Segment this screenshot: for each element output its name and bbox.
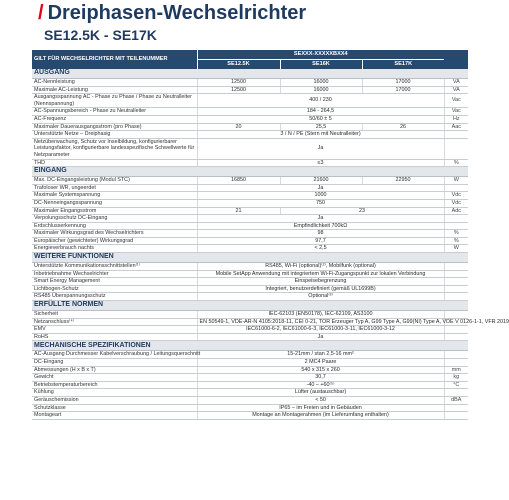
section-header	[32, 301, 468, 311]
model-se16k: SE16K	[280, 60, 362, 70]
spec-table	[32, 50, 509, 420]
row-label: Maximale AC-Leistung	[32, 86, 197, 94]
table-row	[32, 270, 468, 278]
row-value: 184 - 264,5	[197, 108, 444, 116]
row-value: Optional⁽³⁾	[197, 293, 444, 301]
row-unit: Vdc	[444, 192, 468, 200]
row-value: EN 50549-1, VDE-AR-N 4105:2018-11, CEI 0-21, TOR Erzeuger Typ A, G99 Type A, G99(NI) Type A, VDE V 0126-1-1, VFR 2019	[197, 318, 444, 326]
table-row	[32, 86, 468, 94]
table-row	[32, 131, 468, 139]
row-value: 16000	[280, 79, 362, 87]
page-title	[38, 2, 306, 25]
section-title: AUSGANG	[32, 69, 468, 79]
table-row	[32, 351, 468, 359]
table-row	[32, 263, 468, 271]
row-value: 20	[197, 123, 280, 131]
row-unit	[444, 326, 468, 334]
row-unit	[444, 359, 468, 367]
row-unit	[444, 333, 468, 341]
table-row	[32, 359, 468, 367]
table-row	[32, 326, 468, 334]
row-value: Empfindlichkeit 700kΩ	[197, 222, 444, 230]
model-se17k: SE17K	[362, 60, 444, 70]
row-value: 750	[197, 199, 444, 207]
row-label: Sicherheit	[32, 311, 197, 319]
table-row	[32, 159, 468, 167]
row-unit	[444, 278, 468, 286]
table-row	[32, 108, 468, 116]
row-value: Integriert, benutzerdefiniert (gemäß UL1699B)	[197, 285, 444, 293]
title-slash: /	[38, 2, 44, 24]
row-unit	[444, 263, 468, 271]
row-value: 21600	[280, 177, 362, 185]
row-value: Mobile SetApp Anwendung mit integriertem Wi-Fi-Zugangspunkt zur lokalen Verbindung	[197, 270, 444, 278]
row-unit	[444, 404, 468, 412]
page-subtitle: SE12.5K - SE17K	[44, 27, 157, 43]
row-unit	[444, 293, 468, 301]
row-value: 1000	[197, 192, 444, 200]
table-row	[32, 318, 468, 326]
row-unit	[444, 412, 468, 420]
row-value: Einspeisebegrenzung	[197, 278, 444, 286]
row-value: IP65 – im Freien und in Gebäuden	[197, 404, 444, 412]
table-row	[32, 222, 468, 230]
row-value: 30,7	[197, 374, 444, 382]
row-label: Unterstützte Kommunikationsschnittstellen⁽¹⁾	[32, 263, 197, 271]
table-row	[32, 381, 468, 389]
row-label: Energieverbrauch nachts	[32, 245, 197, 253]
row-label: Trafoloser WR, ungeerdet	[32, 184, 197, 192]
row-unit: %	[444, 237, 468, 245]
row-unit	[444, 285, 468, 293]
table-row	[32, 177, 468, 185]
row-value: -40 – +60⁽⁵⁾	[197, 381, 444, 389]
table-row	[32, 94, 468, 108]
row-unit	[444, 351, 468, 359]
row-value: 3 / N / PE (Stern mit Neutralleiter)	[197, 131, 444, 139]
row-value: 17000	[362, 79, 444, 87]
section-header	[32, 167, 468, 177]
row-value: IEC-62103 (EN50178), IEC-62109, AS3100	[197, 311, 444, 319]
row-label: Maximaler Dauerausgangsstrom (pro Phase)	[32, 123, 197, 131]
row-label: Europäischer (gewichteter) Wirkungsgrad	[32, 237, 197, 245]
row-label: Unterstützte Netze – Dreiphasig	[32, 131, 197, 139]
row-label: Betriebstemperaturbereich	[32, 381, 197, 389]
table-row	[32, 245, 468, 253]
row-label: Max. DC-Eingangsleistung (Modul STC)	[32, 177, 197, 185]
row-value: 2 MC4 Paare	[197, 359, 444, 367]
row-value: < 50	[197, 396, 444, 404]
row-value: 21	[197, 207, 280, 215]
table-row	[32, 293, 468, 301]
row-label: Lichtbogen-Schutz	[32, 285, 197, 293]
row-unit	[444, 222, 468, 230]
row-value: 12500	[197, 86, 280, 94]
row-value: Ja	[197, 215, 444, 223]
row-value: 50/60 ± 5	[197, 115, 444, 123]
row-label: AC-Spannungsbereich - Phase zu Neutralleiter	[32, 108, 197, 116]
row-unit: W	[444, 245, 468, 253]
section-title: ERFÜLLTE NORMEN	[32, 301, 468, 311]
table-head-unit-cell	[444, 50, 468, 69]
row-unit: VA	[444, 86, 468, 94]
row-value: 15-21mm / stan 2,5-16 mm²	[197, 351, 444, 359]
section-header	[32, 253, 468, 263]
row-label: Montageart	[32, 412, 197, 420]
table-row	[32, 79, 468, 87]
row-value: < 2,5	[197, 245, 444, 253]
table-row	[32, 207, 468, 215]
row-label: Gewicht	[32, 374, 197, 382]
row-value: 23	[280, 207, 444, 215]
row-label: AC-Ausgang Durchmesser Kabelverschraubung / Leitungsquerschnitt	[34, 351, 201, 358]
row-value: 540 x 315 x 260	[197, 366, 444, 374]
row-unit: °C	[444, 381, 468, 389]
section-title: WEITERE FUNKTIONEN	[32, 253, 468, 263]
row-unit	[444, 138, 468, 159]
table-row	[32, 123, 468, 131]
row-value: 12500	[197, 79, 280, 87]
table-row	[32, 278, 468, 286]
row-value: RS485, Wi-Fi (optional)⁽²⁾, Mobilfunk (optional)	[197, 263, 444, 271]
row-unit: VA	[444, 79, 468, 87]
row-label: Abmessungen (H x B x T)	[32, 366, 197, 374]
table-row	[32, 311, 468, 319]
table-row	[32, 192, 468, 200]
row-value: 400 / 230	[197, 94, 444, 108]
row-unit: Adc	[444, 207, 468, 215]
row-label: Verpolungsschutz DC-Eingang	[32, 215, 197, 223]
row-unit	[444, 270, 468, 278]
section-header	[32, 69, 468, 79]
row-label: Maximaler Wirkungsgrad des Wechselrichters	[32, 230, 197, 238]
row-value: 25,5	[280, 123, 362, 131]
row-label: Erdschlusserkennung	[32, 222, 197, 230]
row-label: AC-Frequenz	[32, 115, 197, 123]
table-row	[32, 215, 468, 223]
part-number: SEXXX-XXXXXBXX4	[197, 50, 444, 60]
row-label: Maximaler Eingangsstrom	[32, 207, 197, 215]
row-value: Montage an Montagerahmen (im Lieferumfang enthalten)	[197, 412, 444, 420]
table-row	[32, 138, 468, 159]
model-se12-5k: SE12.5K	[197, 60, 280, 70]
row-unit	[444, 311, 468, 319]
table-row	[32, 230, 468, 238]
table-row	[32, 237, 468, 245]
row-unit	[444, 215, 468, 223]
row-value: Ja	[197, 184, 444, 192]
row-unit: Vdc	[444, 199, 468, 207]
table-row	[32, 184, 468, 192]
row-label: Geräuschemission	[32, 396, 197, 404]
row-unit: Aac	[444, 123, 468, 131]
row-label: DC-Eingang	[32, 359, 197, 367]
row-value: 17000	[362, 86, 444, 94]
row-label: Netzüberwachung, Schutz vor Inselbildung, konfigurierbarer Leistungsfaktor, konfigurierbare landesspezifische Schwellwerte für Netzparameter	[32, 138, 197, 159]
header	[0, 0, 500, 52]
title-text: Dreiphasen-Wechselrichter	[47, 2, 307, 24]
row-label: Netzanschluss⁽⁴⁾	[32, 318, 197, 326]
table-row	[32, 412, 468, 420]
row-label: AC-Nennleistung	[32, 79, 197, 87]
table-row	[32, 333, 468, 341]
row-unit: %	[444, 159, 468, 167]
row-label: EMV	[32, 326, 197, 334]
row-unit	[444, 389, 468, 397]
row-value: 16850	[197, 177, 280, 185]
row-unit: W	[444, 177, 468, 185]
row-value: IEC61000-6-2, IEC61000-6-3, IEC61000-3-11, IEC61000-3-12	[197, 326, 444, 334]
table-row	[32, 115, 468, 123]
row-label: THD	[32, 159, 197, 167]
row-unit	[444, 184, 468, 192]
row-value: 16000	[280, 86, 362, 94]
row-unit	[444, 131, 468, 139]
row-unit: mm	[444, 366, 468, 374]
table-row	[32, 389, 468, 397]
table-head-row	[32, 50, 468, 60]
row-unit: Vac	[444, 94, 468, 108]
row-value: Ja	[197, 333, 444, 341]
row-label: Smart Energy Management	[32, 278, 197, 286]
section-header	[32, 341, 468, 351]
table-row	[32, 199, 468, 207]
row-value: Ja	[197, 138, 444, 159]
row-value: ≤3	[197, 159, 444, 167]
row-label: Schutzklasse	[32, 404, 197, 412]
row-label: Maximale Systemspannung	[32, 192, 197, 200]
row-unit: kg	[444, 374, 468, 382]
section-title: EINGANG	[32, 167, 468, 177]
row-value: 22950	[362, 177, 444, 185]
table-row	[32, 366, 468, 374]
row-unit: Hz	[444, 115, 468, 123]
section-title: MECHANISCHE SPEZIFIKATIONEN	[32, 341, 468, 351]
table-row	[32, 374, 468, 382]
table-row	[32, 285, 468, 293]
row-value: 26	[362, 123, 444, 131]
row-unit: dBA	[444, 396, 468, 404]
row-label: Kühlung	[32, 389, 197, 397]
table-row	[32, 396, 468, 404]
row-value: 98	[197, 230, 444, 238]
row-unit: %	[444, 230, 468, 238]
table-row	[32, 404, 468, 412]
row-value: 97,7	[197, 237, 444, 245]
row-value: Lüfter (austauschbar)	[197, 389, 444, 397]
row-label: Ausgangsspannung AC - Phase zu Phase / Phase zu Neutralleiter (Nennspannung)	[32, 94, 197, 108]
row-unit: Vac	[444, 108, 468, 116]
row-label: RoHS	[32, 333, 197, 341]
table-head-label: GILT FÜR WECHSELRICHTER MIT TEILENUMMER	[32, 50, 197, 69]
row-label: Inbetriebnahme Wechselrichter	[32, 270, 197, 278]
row-label: RS485 Überspannungsschutz	[32, 293, 197, 301]
row-label: DC-Nenneingangsspannung	[32, 199, 197, 207]
